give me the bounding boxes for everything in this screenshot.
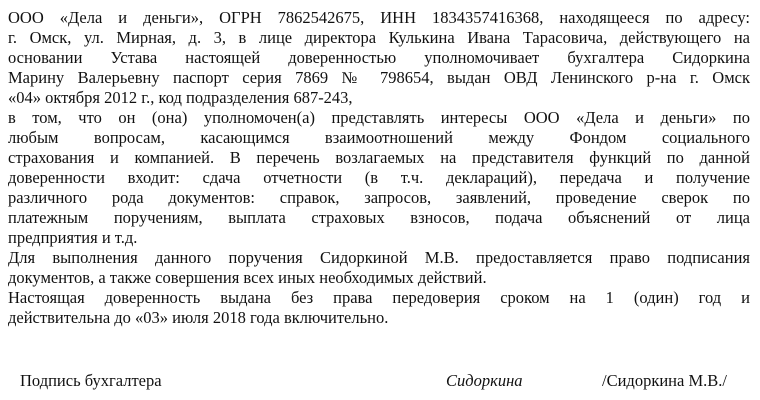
paragraph-principal bbox=[8, 8, 750, 108]
power-of-attorney-text bbox=[8, 8, 750, 328]
text-line: страхования и компанией. В перечень возлагаемых на представителя функций по данной bbox=[8, 148, 750, 167]
paragraph-signing-right bbox=[8, 248, 750, 288]
text-line: документов, а также совершения всех иных необходимых действий. bbox=[8, 268, 487, 287]
text-line: платежным поручениям, выплата страховых взносов, подача объяснений от лица bbox=[8, 208, 750, 227]
text-line: любым вопросам, касающимся взаимоотношений между Фондом социального bbox=[8, 128, 750, 147]
text-line: предприятия и т.д. bbox=[8, 228, 138, 247]
text-line: различного рода документов: справок, запросов, заявлений, проведение сверок по bbox=[8, 188, 750, 207]
signature-label: Подпись бухгалтера bbox=[20, 371, 162, 390]
text-line: действительна до «03» июля 2018 года включительно. bbox=[8, 308, 389, 327]
paragraph-validity bbox=[8, 288, 750, 328]
paragraph-authority-scope bbox=[8, 108, 750, 248]
text-line: Марину Валерьевну паспорт серия 7869 № 798654, выдан ОВД Ленинского р-на г. Омск bbox=[8, 68, 750, 87]
text-line: в том, что он (она) уполномочен(а) представлять интересы ООО «Дела и деньги» по bbox=[8, 108, 750, 127]
text-line: Для выполнения данного поручения Сидоркиной М.В. предоставляется право подписания bbox=[8, 248, 750, 267]
text-line: Настоящая доверенность выдана без права передоверия сроком на 1 (один) год и bbox=[8, 288, 750, 307]
text-line: «04» октября 2012 г., код подразделения 687-243, bbox=[8, 88, 353, 107]
text-line: г. Омск, ул. Мирная, д. 3, в лице директора Кулькина Ивана Тарасовича, действующего на bbox=[8, 28, 750, 47]
text-line: основании Устава настоящей доверенностью уполномочивает бухгалтера Сидоркина bbox=[8, 48, 750, 67]
text-line: ООО «Дела и деньги», ОГРН 7862542675, ИНН 1834357416368, находящееся по адресу: bbox=[8, 8, 750, 27]
text-line: доверенности входит: сдача отчетности (в т.ч. деклараций), передача и получение bbox=[8, 168, 750, 187]
handwritten-signature: Сидоркина bbox=[446, 371, 523, 390]
signatory-name: /Сидоркина М.В./ bbox=[602, 371, 727, 390]
signature-row bbox=[20, 371, 740, 393]
